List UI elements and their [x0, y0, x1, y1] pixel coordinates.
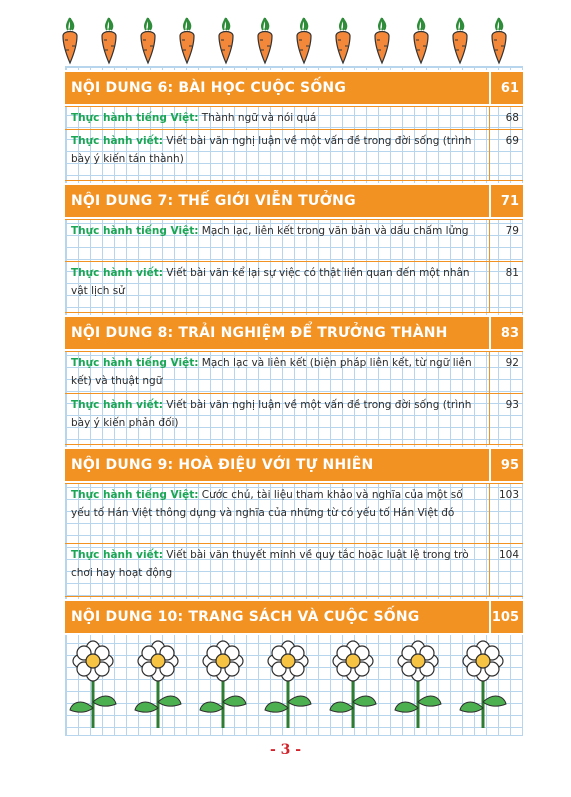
- section-page: 83: [489, 317, 523, 349]
- toc-item[interactable]: [65, 393, 523, 445]
- item-page: 92: [489, 352, 523, 393]
- item-page: 69: [489, 130, 523, 180]
- item-text: Viết bài văn kể lại sự việc có thật liên quan đến một nhân vật lịch sử: [71, 267, 470, 297]
- section-header[interactable]: [65, 183, 523, 219]
- section-header[interactable]: [65, 599, 523, 635]
- item-label: Thực hành tiếng Việt:: [71, 225, 199, 237]
- item-text: Mạch lạc và liên kết (biện pháp liên kết, từ ngữ liên kết) và thuật ngữ: [71, 357, 472, 387]
- section-header[interactable]: [65, 315, 523, 351]
- item-label: Thực hành viết:: [71, 399, 163, 411]
- carrot-border: [58, 16, 528, 66]
- section-header[interactable]: [65, 447, 523, 483]
- item-label: Thực hành tiếng Việt:: [71, 489, 199, 501]
- section-page: 61: [489, 72, 523, 104]
- toc-item[interactable]: [65, 129, 523, 181]
- item-text: Viết bài văn nghị luận về một vấn đề trong đời sống (trình bày ý kiến tán thành): [71, 135, 472, 165]
- item-page: 103: [489, 484, 523, 543]
- item-text: Viết bài văn thuyết minh về quy tắc hoặc luật lệ trong trò chơi hay hoạt động: [71, 549, 469, 579]
- toc-item[interactable]: [65, 219, 523, 261]
- section-page: 105: [489, 601, 523, 633]
- section-page: 95: [489, 449, 523, 481]
- item-text: Thành ngữ và nói quá: [198, 112, 317, 124]
- item-page: 79: [489, 220, 523, 261]
- page-number: - 3 -: [269, 742, 302, 758]
- section-title: NỘI DUNG 7: THẾ GIỚI VIỄN TƯỞNG: [71, 193, 356, 209]
- section-page: 71: [489, 185, 523, 217]
- item-text: Viết bài văn nghị luận về một vấn đề trong đời sống (trình bày ý kiến phản đối): [71, 399, 472, 429]
- section-title: NỘI DUNG 6: BÀI HỌC CUỘC SỐNG: [71, 80, 347, 96]
- item-label: Thực hành tiếng Việt:: [71, 357, 199, 369]
- section-title: NỘI DUNG 9: HOÀ ĐIỆU VỚI TỰ NHIÊN: [71, 457, 374, 473]
- item-text: Cước chú, tài liệu tham khảo và nghĩa của một số yếu tố Hán Việt thông dụng và nghĩa của những từ có yếu tố Hán Việt đó: [71, 489, 463, 519]
- flower-border: [58, 640, 528, 730]
- item-text: Mạch lạc, liên kết trong văn bản và dấu chấm lửng: [198, 225, 469, 237]
- item-label: Thực hành viết:: [71, 549, 163, 561]
- toc-item[interactable]: [65, 261, 523, 313]
- section-header[interactable]: [65, 70, 523, 106]
- section-title: NỘI DUNG 8: TRẢI NGHIỆM ĐỂ TRƯỞNG THÀNH: [71, 325, 448, 341]
- toc-item[interactable]: [65, 106, 523, 129]
- item-page: 104: [489, 544, 523, 596]
- toc-item[interactable]: [65, 351, 523, 393]
- item-page: 81: [489, 262, 523, 312]
- item-label: Thực hành viết:: [71, 267, 163, 279]
- section-title: NỘI DUNG 10: TRANG SÁCH VÀ CUỘC SỐNG: [71, 609, 420, 625]
- item-page: 68: [489, 107, 523, 129]
- item-label: Thực hành viết:: [71, 135, 163, 147]
- toc-item[interactable]: [65, 483, 523, 543]
- item-page: 93: [489, 394, 523, 444]
- item-label: Thực hành tiếng Việt:: [71, 112, 199, 124]
- toc-item[interactable]: [65, 543, 523, 597]
